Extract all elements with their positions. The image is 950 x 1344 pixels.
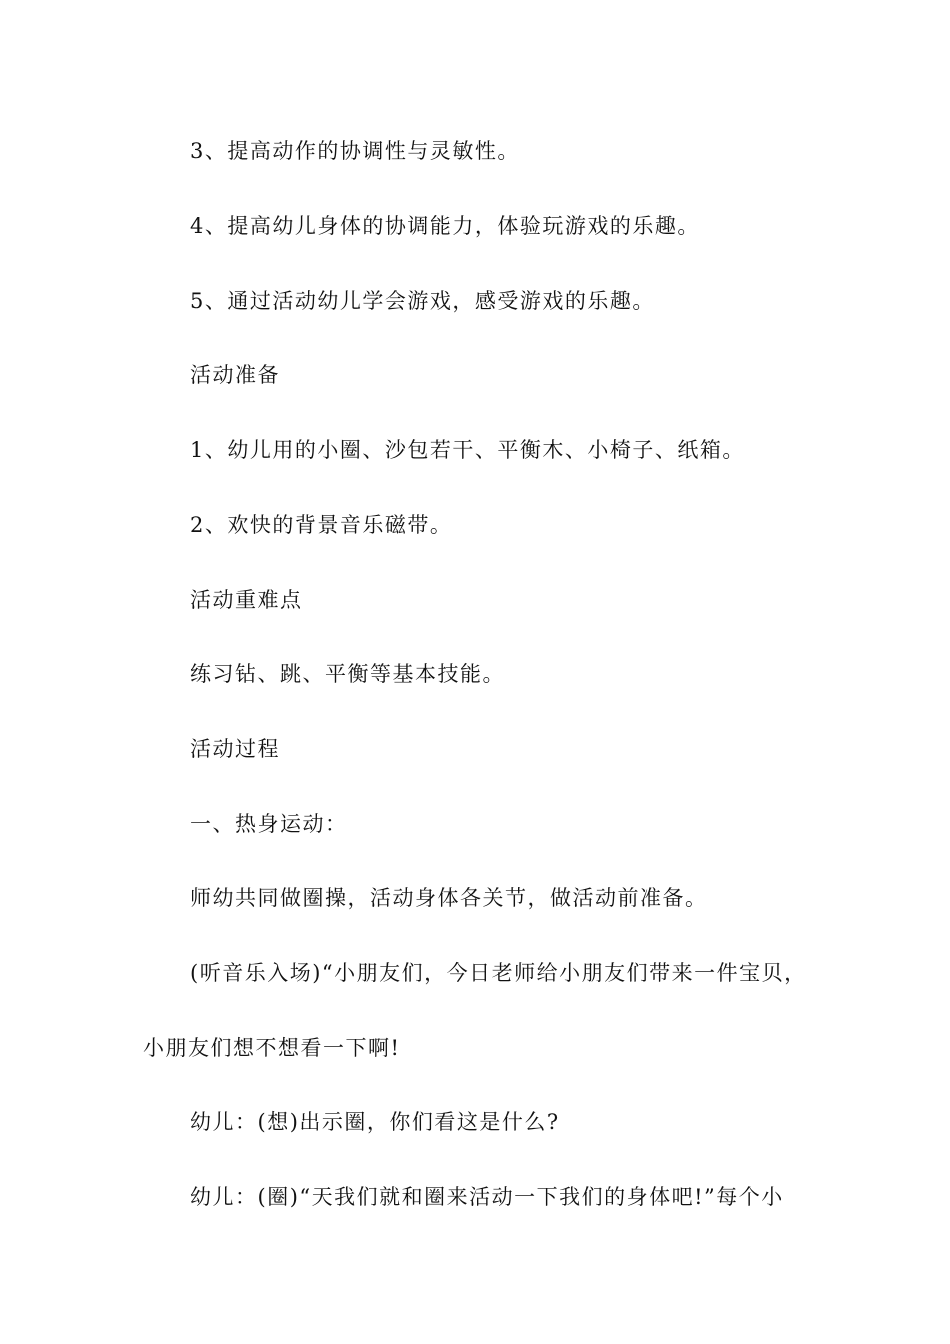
process-paragraph: (听音乐入场)“小朋友们，今日老师给小朋友们带来一件宝贝， bbox=[190, 961, 807, 985]
process-paragraph: 师幼共同做圈操，活动身体各关节，做活动前准备。 bbox=[190, 886, 708, 910]
process-paragraph: 幼儿：(想)出示圈，你们看这是什么? bbox=[190, 1110, 560, 1134]
preparation-2: 2、欢快的背景音乐磁带。 bbox=[190, 513, 453, 537]
process-step-1-title: 一、热身运动： bbox=[190, 812, 348, 836]
preparation-1: 1、幼儿用的小圈、沙包若干、平衡木、小椅子、纸箱。 bbox=[190, 438, 745, 462]
key-points-text: 练习钻、跳、平衡等基本技能。 bbox=[190, 662, 505, 686]
goal-3: 3、提高动作的协调性与灵敏性。 bbox=[190, 139, 520, 163]
heading-preparation: 活动准备 bbox=[190, 363, 280, 387]
heading-key-points: 活动重难点 bbox=[190, 588, 303, 612]
process-paragraph-continued: 小朋友们想不想看一下啊! bbox=[143, 1036, 401, 1060]
goal-4: 4、提高幼儿身体的协调能力，体验玩游戏的乐趣。 bbox=[190, 214, 700, 238]
process-paragraph: 幼儿：(圈)“天我们就和圈来活动一下我们的身体吧!”每个小 bbox=[190, 1185, 784, 1209]
goal-5: 5、通过活动幼儿学会游戏，感受游戏的乐趣。 bbox=[190, 289, 655, 313]
heading-process: 活动过程 bbox=[190, 737, 280, 761]
